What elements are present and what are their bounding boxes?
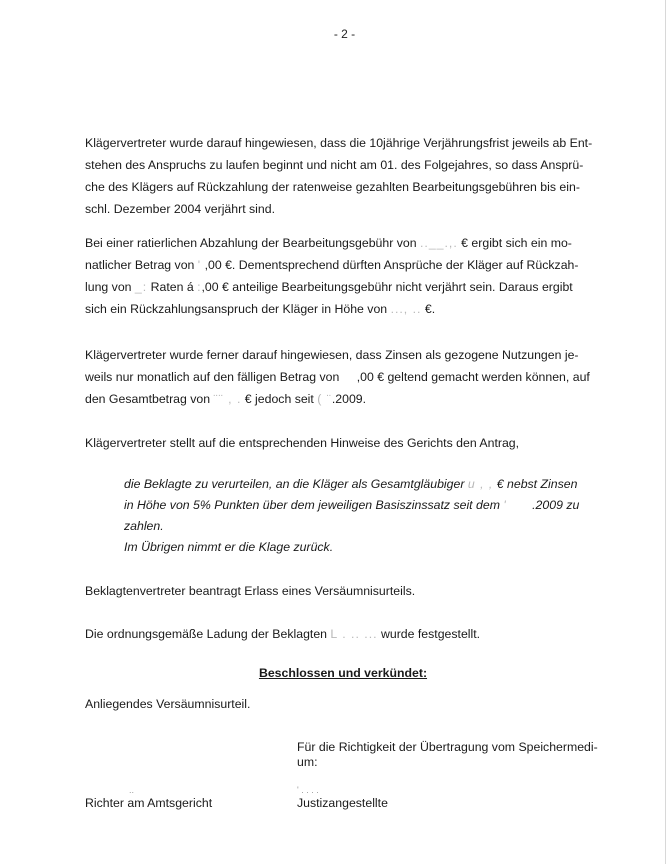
clerk-title: Justizangestellte [297,796,388,810]
redacted-amount: u , , [467,477,494,491]
redacted-date: ' [503,498,507,512]
certification-note [297,740,598,770]
redacted-amount: ..__.,. [419,236,458,250]
text-line: Im Übrigen nimmt er die Klage zurück. [124,540,334,554]
text-line: Für die Richtigkeit der Übertragung vom Speichermedi- [297,740,598,754]
text-segment: .2009. [331,392,367,406]
text-line: che des Klägers auf Rückzahlung der ratenweise gezahlten Bearbeitungsgebühren bis ein- [85,180,580,194]
judge-title: Richter am Amtsgericht [85,796,213,810]
text-segment: .2009 zu [528,498,580,512]
text-segment: wurde festgestellt. [377,627,481,641]
text-segment: Bei einer ratierlichen Abzahlung der Bearbeitungsgebühr von [85,236,420,250]
redacted-amount: ' [197,258,202,272]
text-segment: Die ordnungsgemäße Ladung der Beklagten [85,627,331,641]
text-segment: die Beklagte zu verurteilen, an die Kläger als Gesamtgläubiger [124,477,468,491]
text-line: um: [297,755,318,769]
page-edge-line [665,0,666,864]
text-segment: den Gesamtbetrag von [85,392,214,406]
text-segment: €. [421,302,436,316]
redacted-name: L . .. ... [330,627,378,641]
redacted-date: ( ¨ [317,392,332,406]
redacted-amount: ¨¨ , . [213,392,242,406]
text-line: Anliegendes Versäumnisurteil. [85,697,251,711]
redacted-amount: : [197,280,202,294]
text-line: Klägervertreter stellt auf die entsprechenden Hinweise des Gerichts den Antrag, [85,436,520,450]
text-line [124,474,594,495]
paragraph-limitation-period [85,132,593,220]
text-segment: lung von [85,280,135,294]
text-segment: sich ein Rückzahlungsanspruch der Kläger in Höhe von [85,302,391,316]
text-line: Beklagtenvertreter beantragt Erlass eines Versäumnisurteils. [85,584,416,598]
clerk-signature-mark: ' . . . . [297,785,319,795]
text-segment: natlicher Betrag von [85,258,198,272]
paragraph-interest [85,344,590,410]
redacted-amount: ..., .. [390,302,422,316]
text-segment: € jedoch seit [241,392,318,406]
text-segment: ,00 € geltend gemacht werden können, auf [356,370,590,384]
text-segment: Raten á [147,280,198,294]
text-line [124,495,594,516]
text-line [85,232,585,254]
motion-block [124,474,594,558]
paragraph-motion-intro [85,432,585,454]
text-line: zahlen. [124,519,164,533]
text-line: Klägervertreter wurde ferner darauf hingewiesen, dass Zinsen als gezogene Nutzungen je- [85,348,579,362]
text-line [85,623,585,645]
page-number: - 2 - [333,27,356,41]
text-line [85,366,590,388]
text-segment: ,00 €. Dementsprechend dürften Ansprüche der Kläger auf Rückzah- [201,258,579,272]
paragraph-attachment [85,693,585,715]
text-segment: ,00 € anteilige Bearbeitungsgebühr nicht verjährt sein. Daraus ergibt [201,280,573,294]
text-line: stehen des Anspruchs zu laufen beginnt und nicht am 01. des Folgejahres, so dass Ansprü- [85,158,584,172]
paragraph-installment-calculation [85,232,585,320]
paragraph-summons [85,623,585,645]
redacted-count: _: [134,280,148,294]
judge-signature-mark: .. [129,785,135,795]
text-line [85,388,585,410]
text-line: Klägervertreter wurde darauf hingewiesen, dass die 10jährige Verjährungsfrist jeweils ab Ent- [85,136,593,150]
text-segment: € nebst Zinsen [493,477,578,491]
text-line [85,298,585,320]
text-line [85,276,585,298]
paragraph-default-judgment-request [85,580,585,602]
text-line: schl. Dezember 2004 verjährt sind. [85,202,276,216]
text-segment: in Höhe von 5% Punkten über dem jeweiligen Basiszinssatz seit dem [124,498,504,512]
decision-heading: Beschlossen und verkündet: [258,666,428,680]
text-line [85,254,585,276]
text-segment: € ergibt sich ein mo- [457,236,572,250]
text-segment: weils nur monatlich auf den fälligen Betrag von [85,370,343,384]
